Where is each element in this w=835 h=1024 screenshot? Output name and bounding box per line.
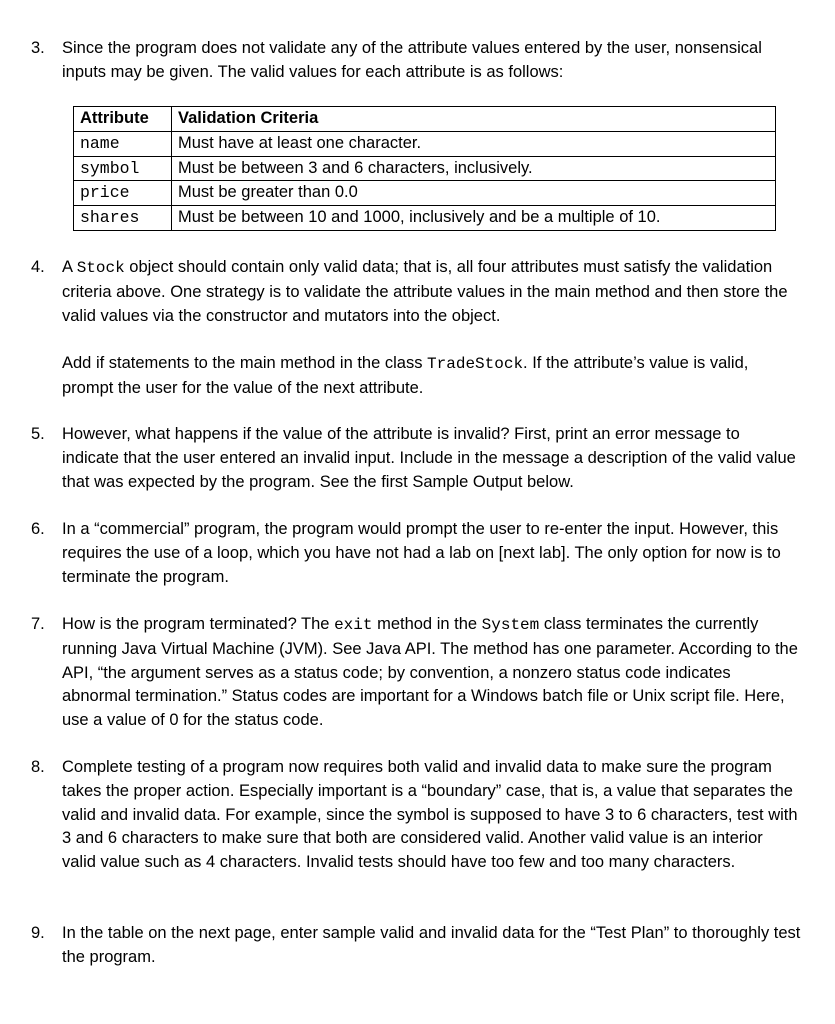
item-number: 3. bbox=[31, 39, 45, 57]
item-text: In a “commercial” program, the program would prompt the user to re-enter the input. However, this requires the use of a loop, which you have not had a lab on [next lab]. The only option for now is to terminate the program. bbox=[62, 520, 781, 586]
item-number: 4. bbox=[31, 258, 45, 276]
text-segment: Add if statements to the main method in the class bbox=[62, 354, 428, 373]
item-number: 8. bbox=[31, 758, 45, 776]
text-segment: method in the bbox=[372, 615, 482, 633]
list-item-6 bbox=[31, 518, 801, 589]
code-stock: Stock bbox=[76, 259, 125, 277]
table-row bbox=[74, 181, 776, 206]
item-number: 7. bbox=[31, 615, 45, 633]
criteria-cell: Must be between 10 and 1000, inclusively and be a multiple of 10. bbox=[172, 206, 776, 231]
criteria-cell: Must be between 3 and 6 characters, inclusively. bbox=[172, 156, 776, 181]
table-row bbox=[74, 131, 776, 156]
item-number: 5. bbox=[31, 425, 45, 443]
item-text: Since the program does not validate any of the attribute values entered by the user, nonsensical inputs may be given. The valid values for each attribute is as follows: bbox=[62, 39, 762, 81]
attribute-cell: name bbox=[74, 131, 172, 156]
list-item-8 bbox=[31, 756, 801, 875]
attribute-cell: price bbox=[74, 181, 172, 206]
criteria-cell: Must have at least one character. bbox=[172, 131, 776, 156]
code-system: System bbox=[481, 616, 540, 634]
code-exit: exit bbox=[334, 616, 373, 634]
list-item-3 bbox=[31, 37, 801, 85]
item-number: 9. bbox=[31, 924, 45, 942]
column-header-attribute: Attribute bbox=[74, 107, 172, 132]
item-number: 6. bbox=[31, 520, 45, 538]
text-segment: object should contain only valid data; that is, all four attributes must satisfy the validation criteria above. One strategy is to validate the attribute values in the main method and then store the valid values via the constructor and mutators into the object. bbox=[62, 258, 788, 325]
text-segment: . If the attribute’s value is valid, prompt the user for the value of the next attribute. bbox=[62, 354, 749, 398]
list-item-5 bbox=[31, 423, 801, 494]
text-segment: How is the program terminated? The bbox=[62, 615, 335, 633]
list-item-9 bbox=[31, 922, 801, 970]
item-text-paragraph-2 bbox=[62, 352, 801, 401]
validation-criteria-table bbox=[73, 106, 776, 231]
item-text: In the table on the next page, enter sample valid and invalid data for the “Test Plan” to thoroughly test the program. bbox=[62, 924, 801, 966]
list-item-4 bbox=[31, 256, 801, 401]
text-segment: A bbox=[62, 258, 77, 276]
attribute-cell: shares bbox=[74, 206, 172, 231]
table-row bbox=[74, 156, 776, 181]
table-row bbox=[74, 206, 776, 231]
table-header-row bbox=[74, 107, 776, 132]
item-text: However, what happens if the value of the attribute is invalid? First, print an error message to indicate that the user entered an invalid input. Include in the message a description of the valid value that was expected by the program. See the first Sample Output below. bbox=[62, 425, 796, 491]
column-header-criteria: Validation Criteria bbox=[172, 107, 776, 132]
criteria-cell: Must be greater than 0.0 bbox=[172, 181, 776, 206]
attribute-cell: symbol bbox=[74, 156, 172, 181]
item-text bbox=[62, 613, 801, 733]
item-text bbox=[62, 256, 801, 328]
list-item-7 bbox=[31, 613, 801, 733]
item-text: Complete testing of a program now requires both valid and invalid data to make sure the program takes the proper action. Especially important is a “boundary” case, that is, a value that separates the valid and invalid data. For example, since the symbol is supposed to have 3 to 6 characters, test with 3 and 6 characters to make sure that both are considered valid. Another valid value is an interior valid value such as 4 characters. Invalid tests should have too few and too many characters. bbox=[62, 758, 798, 872]
text-segment: class terminates the currently running Java Virtual Machine (JVM). See Java API. The method has one parameter. According to the API, “the argument serves as a status code; by convention, a nonzero status code indicates abnormal termination.” Status codes are important for a Windows batch file or Unix script file. Here, use a value of 0 for the status code. bbox=[62, 615, 798, 730]
code-tradestock: TradeStock bbox=[427, 355, 524, 374]
